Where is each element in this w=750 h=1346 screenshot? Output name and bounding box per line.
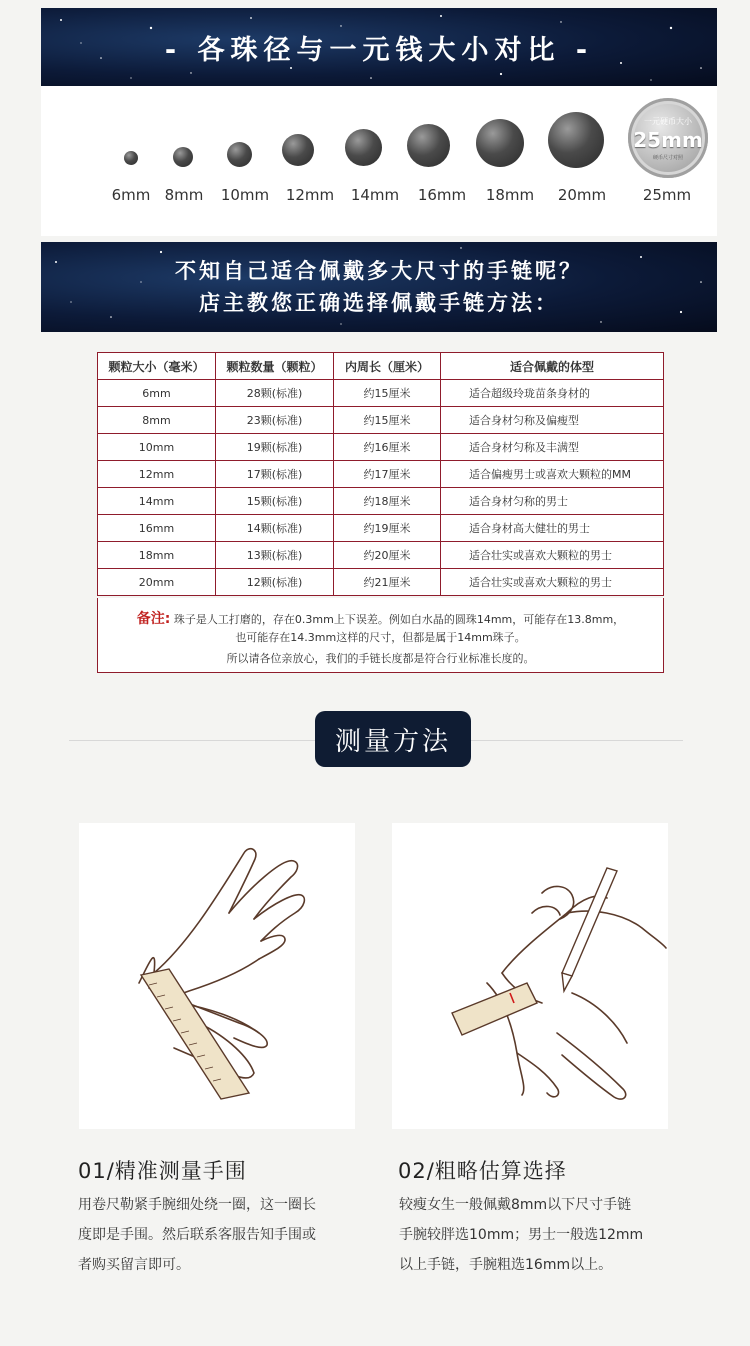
cell-size: 14mm xyxy=(98,488,216,515)
question-banner xyxy=(41,242,717,332)
note-line-2: 也可能存在14.3mm这样的尺寸，但都是属于14mm珠子。 xyxy=(235,631,526,644)
header-bead-count: 颗粒数量（颗粒） xyxy=(216,353,334,380)
hand-pen-mark-icon xyxy=(392,823,668,1129)
cell-count: 15颗(标准) xyxy=(216,488,334,515)
header-inner-length: 内周长（厘米） xyxy=(334,353,441,380)
bead-20mm xyxy=(548,112,604,168)
question-line-2: 店主教您正确选择佩戴手链方法： xyxy=(199,291,559,315)
table-note xyxy=(97,598,664,673)
header-bead-size: 颗粒大小（毫米） xyxy=(98,353,216,380)
bead-label: 20mm xyxy=(557,186,607,204)
coin-label: 25mm xyxy=(642,186,692,204)
step-1-line: 度即是手围。然后联系客服告知手围或 xyxy=(78,1227,316,1243)
cell-size: 8mm xyxy=(98,407,216,434)
bead-label: 12mm xyxy=(285,186,335,204)
cell-body-type: 适合偏瘦男士或喜欢大颗粒的MM xyxy=(441,461,664,488)
cell-length: 约19厘米 xyxy=(334,515,441,542)
cell-size: 12mm xyxy=(98,461,216,488)
header-body-type: 适合佩戴的体型 xyxy=(441,353,664,380)
table-row xyxy=(98,434,664,461)
step-1-line: 者购买留言即可。 xyxy=(78,1257,190,1273)
table-row xyxy=(98,542,664,569)
measure-heading: 测量方法 xyxy=(315,711,471,767)
bead-comparison xyxy=(41,86,717,236)
cell-count: 19颗(标准) xyxy=(216,434,334,461)
cell-count: 12颗(标准) xyxy=(216,569,334,596)
bead-8mm xyxy=(173,147,193,167)
bead-6mm xyxy=(124,151,138,165)
cell-size: 18mm xyxy=(98,542,216,569)
cell-count: 23颗(标准) xyxy=(216,407,334,434)
table-row xyxy=(98,515,664,542)
note-line-1: 珠子是人工打磨的，存在0.3mm上下误差。例如白水晶的圆珠14mm，可能存在13.8mm， xyxy=(173,613,625,626)
bead-size-banner xyxy=(41,8,717,86)
cell-body-type: 适合身材高大健壮的男士 xyxy=(441,515,664,542)
bead-label: 18mm xyxy=(485,186,535,204)
bead-label: 16mm xyxy=(417,186,467,204)
table-row xyxy=(98,569,664,596)
bead-label: 10mm xyxy=(220,186,270,204)
cell-length: 约20厘米 xyxy=(334,542,441,569)
cell-body-type: 适合身材匀称及丰满型 xyxy=(441,434,664,461)
table-header-row xyxy=(98,353,664,380)
coin-top-text: 一元硬币大小 xyxy=(644,116,692,126)
bead-14mm xyxy=(345,129,382,166)
cell-body-type: 适合超级玲珑苗条身材的 xyxy=(441,380,664,407)
cell-count: 28颗(标准) xyxy=(216,380,334,407)
table-row xyxy=(98,380,664,407)
step-2-line: 手腕较胖选10mm；男士一般选12mm xyxy=(399,1227,644,1243)
table-row xyxy=(98,461,664,488)
cell-length: 约16厘米 xyxy=(334,434,441,461)
cell-length: 约17厘米 xyxy=(334,461,441,488)
step-2-body xyxy=(399,1190,679,1280)
step-1-line: 用卷尺勒紧手腕细处绕一圈，这一圈长 xyxy=(78,1197,316,1213)
coin-size-text: 25mm xyxy=(633,127,703,152)
hand-tape-measure-icon xyxy=(79,823,355,1129)
cell-size: 16mm xyxy=(98,515,216,542)
bead-label: 6mm xyxy=(111,186,151,204)
coin-25mm xyxy=(628,98,708,178)
cell-length: 约15厘米 xyxy=(334,380,441,407)
bead-16mm xyxy=(407,124,450,167)
step-2-line: 以上手链，手腕粗选16mm以上。 xyxy=(399,1257,613,1273)
cell-body-type: 适合壮实或喜欢大颗粒的男士 xyxy=(441,542,664,569)
cell-length: 约18厘米 xyxy=(334,488,441,515)
cell-count: 14颗(标准) xyxy=(216,515,334,542)
cell-size: 20mm xyxy=(98,569,216,596)
note-line-3: 所以请各位亲放心，我们的手链长度都是符合行业标准长度的。 xyxy=(226,652,535,665)
cell-count: 13颗(标准) xyxy=(216,542,334,569)
step-1-body xyxy=(78,1190,358,1280)
table-row xyxy=(98,407,664,434)
bead-label: 14mm xyxy=(350,186,400,204)
cell-count: 17颗(标准) xyxy=(216,461,334,488)
step-1-title: 01/精准测量手围 xyxy=(78,1159,247,1183)
step-2-title: 02/粗略估算选择 xyxy=(398,1159,567,1183)
measure-illustration-1 xyxy=(79,823,355,1129)
step-2-line: 较瘦女生一般佩戴8mm以下尺寸手链 xyxy=(399,1197,632,1213)
table-row xyxy=(98,488,664,515)
cell-body-type: 适合身材匀称及偏瘦型 xyxy=(441,407,664,434)
cell-body-type: 适合壮实或喜欢大颗粒的男士 xyxy=(441,569,664,596)
size-table xyxy=(97,352,664,596)
question-line-1: 不知自己适合佩戴多大尺寸的手链呢？ xyxy=(175,259,583,283)
banner-title: - 各珠径与一元钱大小对比 - xyxy=(164,34,594,66)
bead-18mm xyxy=(476,119,524,167)
cell-length: 约21厘米 xyxy=(334,569,441,596)
bead-label: 8mm xyxy=(164,186,204,204)
measure-illustration-2 xyxy=(392,823,668,1129)
note-label: 备注: xyxy=(136,611,171,627)
cell-length: 约15厘米 xyxy=(334,407,441,434)
cell-size: 6mm xyxy=(98,380,216,407)
cell-size: 10mm xyxy=(98,434,216,461)
bead-10mm xyxy=(227,142,252,167)
coin-bottom-text: 硬币尺寸对照 xyxy=(652,154,683,161)
cell-body-type: 适合身材匀称的男士 xyxy=(441,488,664,515)
bead-12mm xyxy=(282,134,314,166)
